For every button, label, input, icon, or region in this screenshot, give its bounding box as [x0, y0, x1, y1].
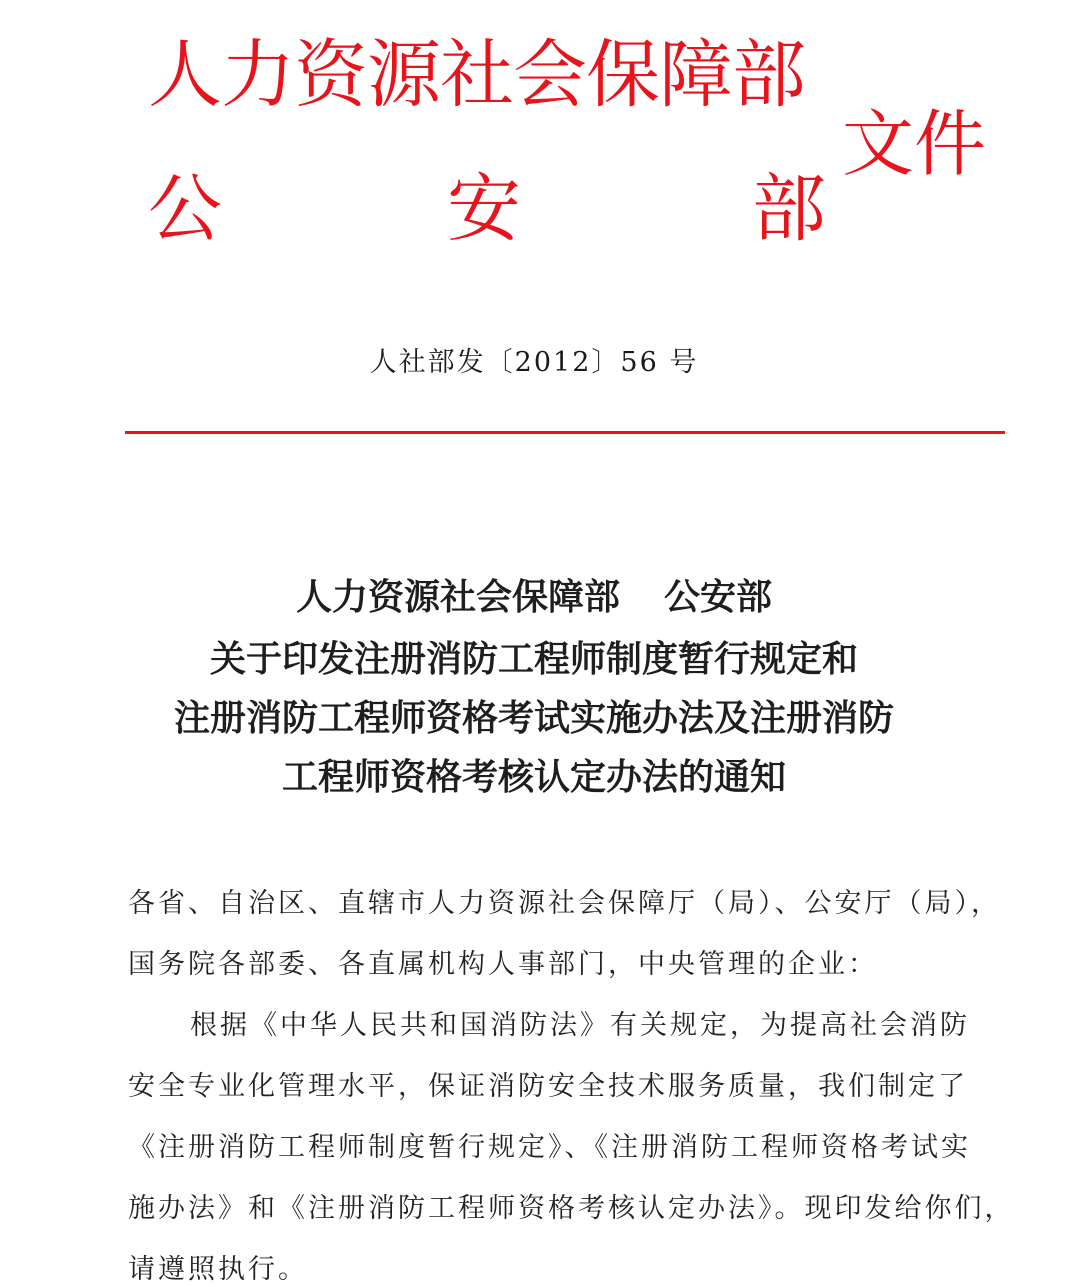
body-line-2: 国务院各部委、各直属机构人事部门，中央管理的企业：: [128, 949, 878, 980]
title-line-2: 关于印发注册消防工程师制度暂行规定和: [209, 639, 858, 680]
red-divider: [125, 431, 1005, 434]
title-org-a: 人力资源社会保障部: [295, 577, 620, 618]
body-line-6: 施办法》和《注册消防工程师资格考核认定办法》。现印发给你们，: [128, 1193, 1015, 1224]
issuing-org-hrss: 人力资源社会保障部: [148, 32, 805, 118]
document-type-label: 文件: [842, 102, 987, 186]
issuing-org-mps-char-1: 公: [148, 166, 222, 252]
title-line-1: [0, 577, 1068, 618]
issuing-org-mps-char-3: 部: [752, 166, 826, 252]
title-line-4: 工程师资格考核认定办法的通知: [281, 757, 786, 798]
title-org-b: 公安部: [664, 577, 773, 618]
body-line-7: 请遵照执行。: [128, 1254, 308, 1285]
body-line-4: 安全专业化管理水平，保证消防安全技术服务质量，我们制定了: [128, 1071, 968, 1102]
body-line-3: 根据《中华人民共和国消防法》有关规定，为提高社会消防: [190, 1010, 970, 1041]
document-number: 人社部发〔2012〕56 号: [369, 347, 699, 378]
body-line-1: 各省、自治区、直辖市人力资源社会保障厅（局）、公安厅（局），: [128, 888, 1001, 919]
title-line-3: 注册消防工程师资格考试实施办法及注册消防: [173, 698, 894, 739]
body-line-5: 《注册消防工程师制度暂行规定》、《注册消防工程师资格考试实: [128, 1132, 971, 1163]
issuing-org-mps-char-2: 安: [447, 166, 521, 252]
